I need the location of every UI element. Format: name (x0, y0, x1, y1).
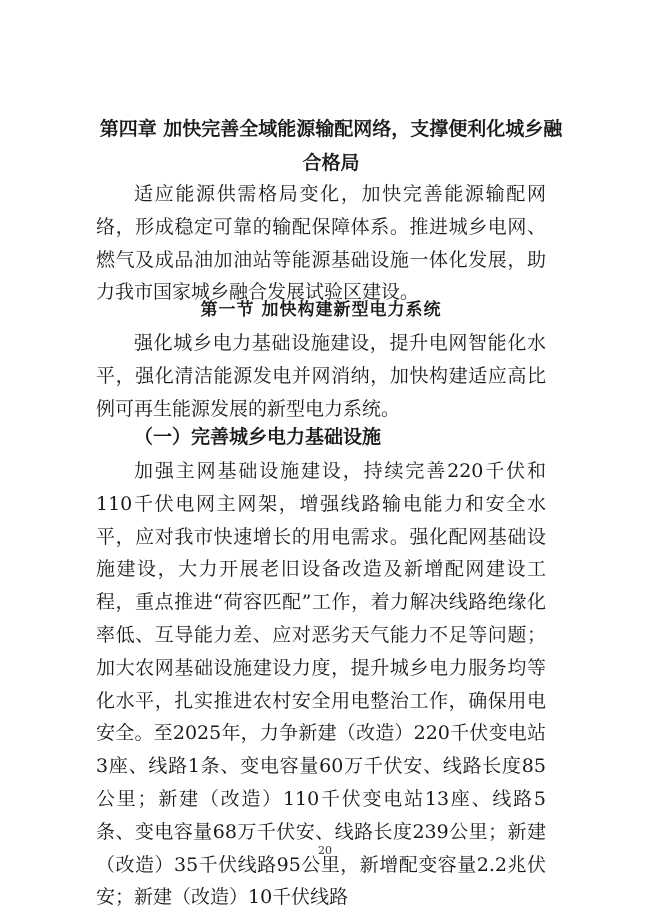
intro-paragraph: 适应能源供需格局变化，加快完善能源输配网络，形成稳定可靠的输配保障体系。推进城乡电网、燃气及成品油加油站等能源基础设施一体化发展，助力我市国家城乡融合发展试验区建设。 (96, 183, 546, 304)
page-number: 20 (318, 844, 332, 857)
section-paragraph: 强化城乡电力基础设施建设，提升电网智能化水平，强化清洁能源发电并网消纳，加快构建适应高比例可再生能源发展的新型电力系统。 (96, 332, 546, 420)
subsection-title: （一）完善城乡电力基础设施 (134, 426, 382, 448)
subsection-paragraph: 加强主网基础设施建设，持续完善220千伏和110千伏电网主网架，增强线路输电能力和安全水平，应对我市快速增长的用电需求。强化配网基础设施建设，大力开展老旧设备改造及新增配网建设工程，重点推进“荷容匹配”工作，着力解决线路绝缘化率低、互导能力差、应对恶劣天气能力不足等问题；加大农网基础设施建设力度，提升城乡电力服务均等化水平，扎实推进农村安全用电整治工作，确保用电安全。至2025年，力争新建（改造）220千伏变电站3座、线路1条、变电容量60万千伏安、线路长度85公里；新建（改造）110千伏变电站13座、线路5条、变电容量68万千伏安、线路长度239公里；新建（改造）35千伏线路95公里，新增配变容量2.2兆伏安；新建（改造）10千伏线路 (96, 460, 546, 909)
chapter-title: 第四章 加快完善全域能源输配网络，支撑便利化城乡融合格局 (99, 118, 563, 174)
section-title: 第一节 加快构建新型电力系统 (200, 300, 442, 320)
